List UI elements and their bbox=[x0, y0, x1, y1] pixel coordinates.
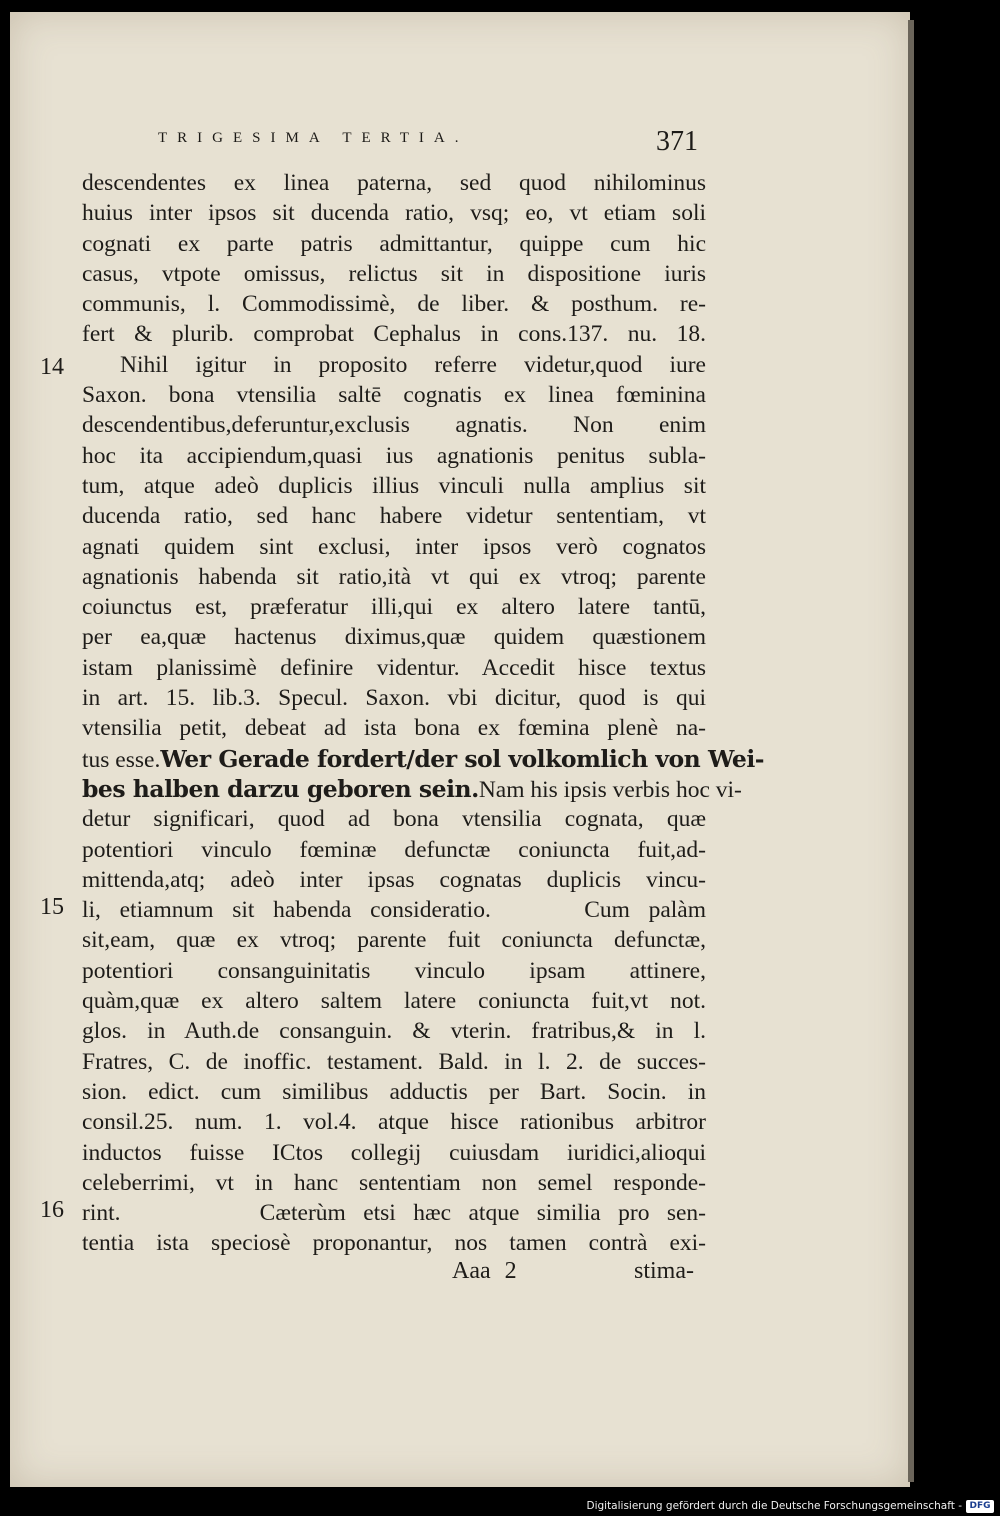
german-quotation: bes halben darzu geboren sein. bbox=[82, 774, 479, 803]
text-line: potentiori vinculo fœminæ defunctæ coniuncta fuit,ad- bbox=[82, 836, 706, 863]
page-number: 371 bbox=[656, 126, 698, 157]
running-head: TRIGESIMA TERTIA. bbox=[158, 130, 469, 146]
text-line: descendentibus,deferuntur,exclusis agnatis. Non enim bbox=[82, 412, 706, 439]
catchword: stima- bbox=[634, 1258, 694, 1284]
text-line: agnati quidem sint exclusi, inter ipsos verò cognatos bbox=[82, 533, 706, 560]
text-line: Nihil igitur in proposito referre videtur,quod iure bbox=[120, 351, 706, 378]
text-line: coiunctus est, præferatur illi,qui ex altero latere tantū, bbox=[82, 594, 706, 621]
funding-credit: Digitalisierung gefördert durch die Deutsche Forschungsgemeinschaft - bbox=[586, 1500, 962, 1512]
text-line: detur significari, quod ad bona vtensilia cognata, quæ bbox=[82, 806, 706, 833]
text-line: rint. Cæterùm etsi hæc atque similia pro sen- bbox=[82, 1200, 706, 1227]
text-line: Saxon. bona vtensilia saltē cognatis ex linea fœminina bbox=[82, 382, 706, 409]
text-line-mixed bbox=[82, 774, 742, 804]
text-line: cognati ex parte patris admittantur, quippe cum hic bbox=[82, 230, 706, 257]
page-edge bbox=[908, 20, 914, 1482]
signature-mark: Aaa 2 bbox=[452, 1258, 517, 1284]
text-line: istam planissimè definire videntur. Accedit hisce textus bbox=[82, 654, 706, 681]
margin-number-15: 15 bbox=[40, 894, 64, 920]
text-line: communis, l. Commodissimè, de liber. & posthum. re- bbox=[82, 291, 706, 318]
text-line: quàm,quæ ex altero saltem latere coniuncta fuit,vt not. bbox=[82, 988, 706, 1015]
text-line: in art. 15. lib.3. Specul. Saxon. vbi dicitur, quod is qui bbox=[82, 685, 706, 712]
latin-phrase: Nam his ipsis verbis hoc vi- bbox=[478, 776, 742, 803]
text-line: consil.25. num. 1. vol.4. atque hisce rationibus arbitror bbox=[82, 1109, 706, 1136]
text-line: Fratres, C. de inoffic. testament. Bald. in l. 2. de succes- bbox=[82, 1048, 706, 1075]
body-text bbox=[82, 168, 765, 1259]
latin-phrase: tus esse. bbox=[82, 746, 161, 773]
dfg-logo: DFG bbox=[966, 1500, 994, 1513]
text-line: descendentes ex linea paterna, sed quod nihilominus bbox=[82, 170, 706, 196]
margin-number-16: 16 bbox=[40, 1197, 64, 1223]
text-line: li, etiamnum sit habenda consideratio. Cum palàm bbox=[82, 897, 706, 924]
text-line: inductos fuisse ICtos collegij cuiusdam iuridici,alioqui bbox=[82, 1139, 706, 1166]
text-line: casus, vtpote omissus, relictus sit in dispositione iuris bbox=[82, 260, 706, 287]
text-line: tentia ista speciosè proponantur, nos tamen contrà exi- bbox=[82, 1230, 706, 1257]
text-line: hoc ita accipiendum,quasi ius agnationis penitus subla- bbox=[82, 442, 706, 469]
text-line: fert & plurib. comprobat Cephalus in cons.137. nu. 18. bbox=[82, 321, 706, 348]
text-line: sion. edict. cum similibus adductis per Bart. Socin. in bbox=[82, 1078, 706, 1105]
text-line: ducenda ratio, sed hanc habere videtur sententiam, vt bbox=[82, 503, 706, 530]
text-line: mittenda,atq; adeò inter ipsas cognatas duplicis vincu- bbox=[82, 866, 706, 893]
text-line: tum, atque adeò duplicis illius vinculi nulla amplius sit bbox=[82, 472, 706, 499]
german-quotation: Wer Gerade fordert/der sol volkomlich von Wei- bbox=[160, 744, 765, 773]
margin-number-14: 14 bbox=[40, 354, 64, 380]
text-line: celeberrimi, vt in hanc sententiam non semel responde- bbox=[82, 1169, 706, 1196]
text-line: potentiori consanguinitatis vinculo ipsam attinere, bbox=[82, 957, 706, 984]
text-line: per ea,quæ hactenus diximus,quæ quidem quæstionem bbox=[82, 624, 706, 651]
text-line-mixed bbox=[82, 744, 765, 774]
text-line: glos. in Auth.de consanguin. & vterin. fratribus,& in l. bbox=[82, 1018, 706, 1045]
text-line: agnationis habenda sit ratio,ità vt qui ex vtroq; parente bbox=[82, 563, 706, 590]
text-line: huius inter ipsos sit ducenda ratio, vsq; eo, vt etiam soli bbox=[82, 200, 706, 227]
text-line: sit,eam, quæ ex vtroq; parente fuit coniuncta defunctæ, bbox=[82, 927, 706, 954]
text-line: vtensilia petit, debeat ad ista bona ex fœmina plenè na- bbox=[82, 715, 706, 742]
